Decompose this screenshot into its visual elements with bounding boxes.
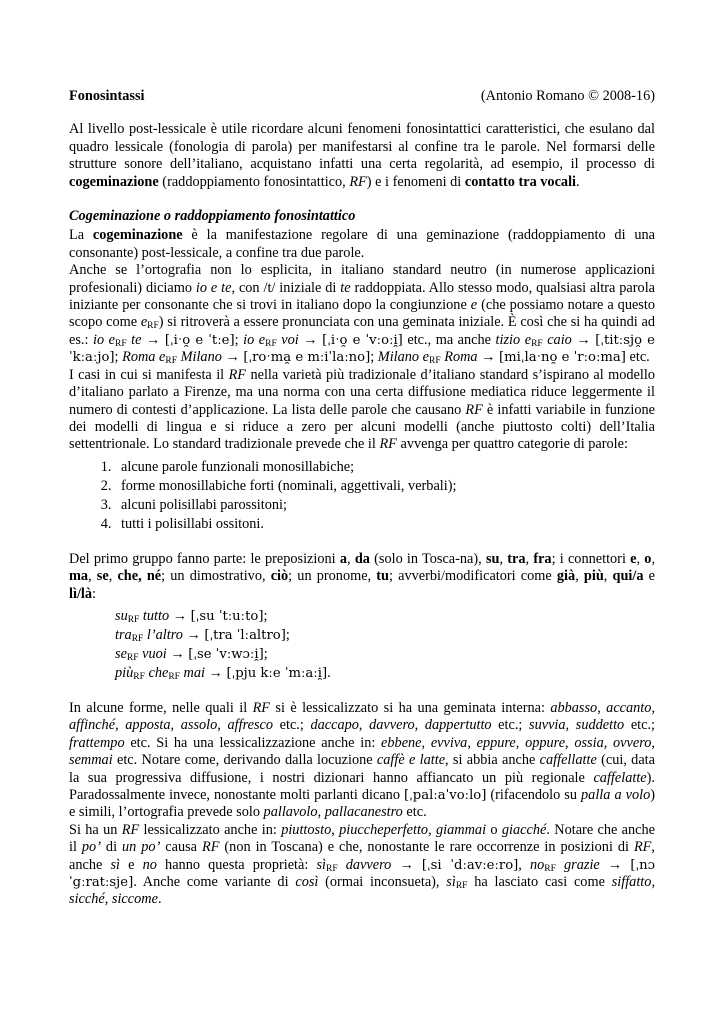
- intro-paragraph: Al livello post-lessicale è utile ricordare alcuni fenomeni fonosintattici caratteristici, che esulano dal quadro lessicale (fonologia di parola) per manifestarsi al confine tra le parole. Nel formarsi delle strutture sonore dell’italiano, acquistano infatti una certa regolarità, ad esempio, il processo di cogeminazione (raddoppiamento fonosintattico, RF) e i fenomeni di contatto tra vocali.: [69, 121, 655, 190]
- document-header: [69, 88, 655, 105]
- example-line: tra$_{RF}$ l’altro → [ˌtra ˈlːaltro];: [115, 626, 290, 644]
- lexicalized-paragraph: In alcune forme, nelle quali il RF si è lessicalizzato si ha una geminata interna: abbasso, accanto, affinché, apposta, assolo, affresco etc.; daccapo, davvero, dappertutto etc.; suvvia, suddetto etc.; frattempo etc. Si ha una lessicalizzazione anche in: ebbene, evviva, eppure, oppure, ossia, ovvero, semmai etc. Notare come, derivando dalla locuzione caffè e latte, si abbia anche caffellatte (cui, data la sua progressiva diffusione, i nostri dizionari hanno affiancato un più regionale caffelatte). Paradossalmente invece, nonostante molti parlanti dicano [ˌpalːaˈvoːlo] (rifacendolo su palla a volo) e simili, l’ortografia prevede solo pallavolo, pallacanestro etc.: [69, 699, 656, 821]
- first-group-paragraph: Del primo gruppo fanno parte: le preposizioni a, da (solo in Tosca-na), su, tra, fra; i connettori e, o, ma, se, che, né; un dimostrativo, ciò; un pronome, tu; avverbi/modificatori come già, più, qui/a e lì/là:: [69, 550, 656, 602]
- author-credit: (Antonio Romano © 2008-16): [480, 88, 655, 104]
- final-paragraph: Si ha un RF lessicalizzato anche in: piuttosto, piuccheperfetto, giammai o giacché. Notare che anche il po’ di un po’ causa RF (non in Toscana) e che, nonostante le rare occorrenze in posizioni di RF, anche sì e no hanno questa proprietà: $sì_{RF}$ davvero → [ˌsi ˈdːavːeːro], $no_{RF}$ grazie → [ˌnɔ ˈgːratːsje]. Anche come variante di così (ormai inconsueta), $sì_{RF}$ ha lasciato casi come siffatto, sicché, siccome.: [69, 821, 656, 908]
- example-line: $se_{RF}$ vuoi → [ˌse ˈvːwɔːi̯];: [115, 645, 268, 663]
- word-category-list: [69, 458, 655, 534]
- orthography-paragraph: Anche se l’ortografia non lo esplicita, in italiano standard neutro (in numerose applicazioni profesionali) diciamo io e te, con /t/ iniziale di te raddoppiata. Allo stesso modo, qualsiasi altra parola iniziante per consonante che si trovi in italiano dopo la congiunzione e (che possiamo notare a questo scopo come $e_{RF}$) si ritroverà a essere pronunciata con una geminata iniziale. È così che si ha quindi ad es.: io $e_{RF}$ te → [ˌiˑo̯ e ˈtːe]; io $e_{RF}$ voi → [ˌiˑo̯ e ˈvːoːi̯] etc., ma anche tizio $e_{RF}$ caio → [ˌtitːsjo̯ e ˈkːaːjo]; Roma $e_{RF}$ Milano → [ˌroˑma̯ e mːiˈlaːno]; Milano $e_{RF}$ Roma → [miˌlaˑno̯ e ˈrːoːma] etc.: [69, 262, 656, 367]
- example-list: [115, 607, 655, 683]
- list-item: 3. alcuni polisillabi parossitoni;: [115, 496, 655, 515]
- list-item: 1. alcune parole funzionali monosillabiche;: [115, 458, 655, 477]
- example-line: $su_{RF}$ tutto → [ˌsu ˈtːuːto];: [115, 607, 268, 625]
- definition-paragraph: La cogeminazione è la manifestazione regolare di una geminazione (raddoppiamento di una consonante) post-lessicale, a confine tra due parole.: [69, 227, 655, 261]
- list-item: 2. forme monosillabiche forti (nominali, aggettivali, verbali);: [115, 477, 655, 496]
- document-title: Fonosintassi: [69, 88, 145, 104]
- list-item: 4. tutti i polisillabi ossitoni.: [115, 515, 655, 534]
- varieties-paragraph: I casi in cui si manifesta il RF nella varietà più tradizionale d’italiano standard s’ispirano al modello d’italiano parlato a Firenze, ma una norma con una certa diffusione mediatica riduce leggermente il numero di contesti d’applicazione. La lista delle parole che causano RF è infatti variabile in funzione dei modelli di lingua e si riduce a zero per alcuni modelli (anche piuttosto colti) dell’Italia settentrionale. Lo standard tradizionale prevede che il RF avvenga per quattro categorie di parole:: [69, 366, 655, 453]
- section-heading: Cogeminazione o raddoppiamento fonosintattico: [69, 208, 356, 225]
- example-line: più$_{RF}$ che$_{RF}$ mai → [ˌpju kːe ˈmːaːi̯].: [115, 664, 331, 682]
